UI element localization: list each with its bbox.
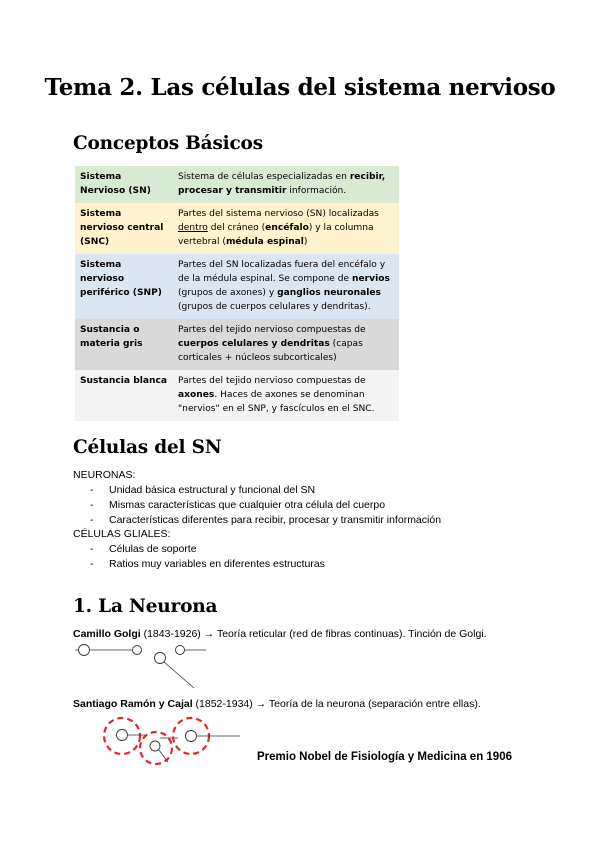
- concept-definition-part: axones: [178, 390, 215, 400]
- neurons-heading: NEURONAS:: [73, 469, 136, 481]
- golgi-years: (1843-1926): [140, 628, 201, 640]
- cajal-years: (1852-1934): [192, 698, 253, 710]
- concept-definition-part: recibir, procesar y transmitir: [178, 172, 386, 196]
- concept-definition-part: nervios: [352, 274, 390, 284]
- concept-definition-part: . Haces de axones se denominan "nervios" en el SNP, y fascículos en el SNC.: [178, 390, 375, 414]
- nobel-prize-caption: Premio Nobel de Fisiología y Medicina en 1906: [257, 751, 512, 763]
- concept-term: Sistema nervioso periférico (SNP): [80, 260, 162, 298]
- bullet-dash: -: [90, 484, 94, 496]
- bullet-dash: -: [90, 558, 94, 570]
- neuron-point-text: Mismas características que cualquier otra célula del cuerpo: [109, 499, 386, 511]
- golgi-cell-body: [176, 646, 185, 655]
- concept-term: Sustancia o materia gris: [80, 325, 143, 349]
- concept-definition-part: médula espinal: [225, 237, 304, 247]
- concept-row: [75, 203, 399, 254]
- golgi-cell-body: [155, 653, 166, 664]
- page-title: Tema 2. Las células del sistema nervioso: [44, 74, 556, 101]
- concept-definition: [173, 319, 399, 370]
- glial-point-text: Células de soporte: [109, 543, 197, 555]
- neuron-point: [90, 498, 385, 512]
- concept-definition-part: del cráneo (: [207, 223, 266, 233]
- glial-point: [90, 557, 325, 571]
- concept-term: Sustancia blanca: [80, 376, 167, 386]
- concept-row: [75, 166, 399, 203]
- concept-term: Sistema Nervioso (SN): [80, 172, 151, 196]
- glial-point-text: Ratios muy variables en diferentes estructuras: [109, 558, 325, 570]
- golgi-fiber-line: [164, 662, 194, 688]
- cajal-cell-body: [117, 730, 128, 741]
- reticular-network-diagram: [70, 638, 215, 690]
- concept-row: [75, 370, 399, 421]
- highlight-circle: [104, 718, 140, 754]
- cajal-name: Santiago Ramón y Cajal: [73, 698, 193, 710]
- concept-definition-part: ): [303, 237, 308, 247]
- concept-definition-part: Partes del tejido nervioso compuestas de: [178, 325, 366, 335]
- golgi-cell-body: [79, 645, 90, 656]
- neuron-point: [90, 483, 315, 497]
- concepts-table: [75, 166, 399, 421]
- concept-definition-part: información.: [286, 186, 347, 196]
- concept-definition: [173, 166, 399, 203]
- bullet-dash: -: [90, 543, 94, 555]
- golgi-name: Camillo Golgi: [73, 628, 141, 640]
- concept-definition-part: Sistema de células especializadas en: [178, 172, 350, 182]
- concept-definition-part: ) y la columna vertebral (: [178, 223, 374, 247]
- section-heading-cells: Células del SN: [73, 437, 222, 458]
- concept-definition-part: encéfalo: [265, 223, 309, 233]
- bullet-dash: -: [90, 499, 94, 511]
- neuron-point-text: Unidad básica estructural y funcional del SN: [109, 484, 316, 496]
- concept-definition-part: (capas corticales + núcleos subcorticales): [178, 339, 363, 363]
- concept-definition-part: cuerpos celulares y dendritas: [178, 339, 330, 349]
- highlight-circle: [140, 732, 172, 764]
- concept-definition: [173, 203, 399, 254]
- concept-definition-part: (grupos de cuerpos celulares y dendritas).: [178, 302, 371, 312]
- concept-definition-part: Partes del sistema nervioso (SN) localizadas: [178, 209, 379, 219]
- cajal-theory: → Teoría de la neurona (separación entre ellas).: [252, 698, 481, 710]
- cajal-line: [73, 697, 481, 711]
- section-heading-neuron: 1. La Neurona: [73, 596, 218, 617]
- cajal-cell-body: [186, 731, 197, 742]
- concept-definition-part: Partes del SN localizadas fuera del encéfalo y de la médula espinal. Se compone de: [178, 260, 386, 284]
- concept-definition-part: dentro: [178, 223, 208, 233]
- glial-heading: CÉLULAS GLIALES:: [73, 528, 171, 540]
- concept-definition: [173, 370, 399, 421]
- glial-point: [90, 542, 197, 556]
- neuron-point: [90, 513, 441, 527]
- concept-row: [75, 319, 399, 370]
- cajal-cell-body: [150, 741, 160, 751]
- concept-row: [75, 254, 399, 319]
- cajal-axon-line: [159, 750, 168, 762]
- concept-definition-part: Partes del tejido nervioso compuestas de: [178, 376, 366, 386]
- concept-definition-part: (grupos de axones) y: [178, 288, 278, 298]
- concept-term: Sistema nervioso central (SNC): [80, 209, 164, 247]
- golgi-theory: → Teoría reticular (red de fibras continuas). Tinción de Golgi.: [200, 628, 487, 640]
- neuron-doctrine-diagram: [98, 716, 248, 768]
- neuron-point-text: Características diferentes para recibir, procesar y transmitir información: [109, 514, 442, 526]
- golgi-cell-body: [133, 646, 142, 655]
- section-heading-basic-concepts: Conceptos Básicos: [73, 133, 263, 154]
- concept-definition: [173, 254, 399, 319]
- concept-definition-part: ganglios neuronales: [277, 288, 381, 298]
- bullet-dash: -: [90, 514, 94, 526]
